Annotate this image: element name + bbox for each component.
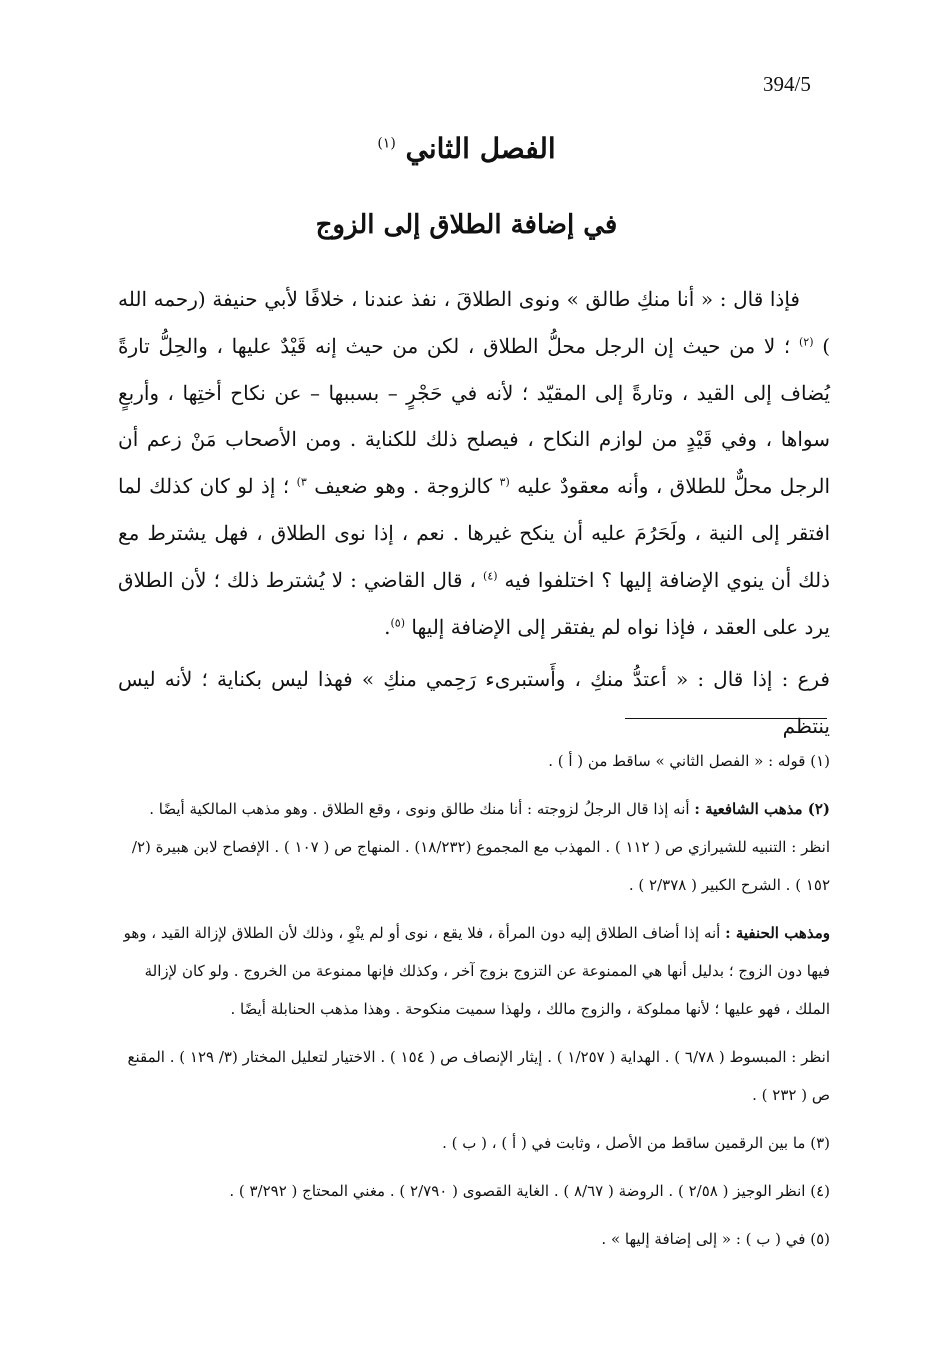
footnote-ref-4: (٤) — [483, 569, 498, 583]
section-title: في إضافة الطلاق إلى الزوج — [315, 210, 618, 240]
footnote-2-hanafi-text: أنه إذا أضاف الطلاق إليه دون المرأة ، فلا يقع ، نوى أو لم ينْوِ ، وذلك لأن الطلاق لإزالة القيد ، وهو فيها دون الزوج ؛ بدليل أنها هي الممنوعة عن التزوج بزوج آخر ، وكذلك فإنها ممنوعة من الخروج . ولو كان لإزالة الملك ، فهو عليها ؛ لأنها مملوكة ، والزوج مالك ، ولهذا سميت منكوحة . وهذا مذهب الحنابلة أيضًا . — [123, 924, 830, 1018]
footnote-2-hanafi-label: ومذهب الحنفية : — [725, 924, 830, 942]
footnote-4: (٤) انظر الوجيز ( ٢/٥٨ ) . الروضة ( ٨/٦٧ ) . الغاية القصوى ( ٢/٧٩٠ ) . مغني المحتاج ( ٣/٢٩٢ ) . — [229, 1182, 830, 1200]
text-run: . — [384, 614, 391, 639]
footnote-3: (٣) ما بين الرقمين ساقط من الأصل ، وثابت في ( أ ) ، ( ب ) . — [442, 1134, 830, 1152]
footnote-ref-5: (٥) — [390, 615, 405, 629]
footnote-2-hanafi-references: انظر : المبسوط ( ٦/٧٨ ) . الهداية ( ١/٢٥٧ ) . إيثار الإنصاف ص ( ١٥٤ ) . الاختيار لتعليل المختار (٣/ ١٢٩ ) . المقنع ص ( ٢٣٢ ) . — [127, 1048, 830, 1104]
text-run: كالزوجة . وهو ضعيف — [314, 474, 493, 499]
footnote-2 — [118, 790, 830, 828]
footnote-ref-2: (٢) — [798, 335, 814, 349]
footnote-separator — [625, 718, 827, 719]
text-run: فإذا قال : « أنا منكِ طالق » ونوى الطلاقَ ، نفذ عندنا ، خلافًا لأبي حنيفة (رحمه الله ) — [118, 287, 830, 358]
footnote-2-label: (٢) مذهب الشافعية : — [694, 800, 830, 818]
footnote-2-references: انظر : التنبيه للشيرازي ص ( ١١٢ ) . المهذب مع المجموع (١٨/٢٣٢) . المنهاج ص ( ١٠٧ ) . الإفصاح لابن هبيرة (٢/ ١٥٢ ) . الشرح الكبير ( ٢/٣٧٨ ) . — [131, 838, 830, 894]
page-number: 394/5 — [763, 72, 811, 96]
text-run: ، قال القاضي : لا يُشترط ذلك ؛ لأن الطلاق يرد على العقد ، فإذا نواه لم يفتقر إلى الإضافة إليها — [118, 567, 830, 639]
chapter-footnote-ref: (١) — [377, 135, 396, 152]
footnote-5: (٥) في ( ب ) : « إلى إضافة إليها » . — [601, 1230, 830, 1248]
text-run: ؛ إذ لو كان كذلك لما افتقر إلى النية ، ولَحَرُمَ عليه أن ينكح غيرها . نعم ، إذا نوى الطلاق ، فهل يشترط مع ذلك أن ينوي الإضافة إليها ؟ اختلفوا فيه — [118, 474, 831, 592]
text-run: ؛ لا من حيث إن الرجل محلُّ الطلاق ، لكن من حيث إنه قَيْدٌ عليها ، والحِلُّ تارةً يُضاف إلى القيد ، وتارةً إلى المقيّد ؛ لأنه في حَجْرٍ – بسببها – عن نكاح أختِها ، وأربعٍ سواها ، وفي قَيْدٍ من لوازم النكاح ، فيصلح ذلك للكناية . ومن الأصحاب مَنْ زعم أن الرجل محلٌّ للطلاق ، وأنه معقودٌ عليه — [118, 333, 830, 499]
paragraph-1 — [118, 276, 830, 650]
footnote-ref-3-close: ٣) — [296, 475, 307, 489]
footnote-ref-3-open: (٣ — [499, 475, 510, 489]
footnote-2-text: أنه إذا قال الرجلُ لزوجته : أنا منك طالق ونوى ، وقع الطلاق . وهو مذهب المالكية أيضًا . — [149, 800, 695, 818]
footnote-2-hanafi — [118, 914, 830, 1028]
main-text — [118, 276, 830, 750]
footnote-1: (١) قوله : « الفصل الثاني » ساقط من ( أ ) . — [548, 752, 830, 770]
chapter-title-text: الفصل الثاني — [405, 132, 556, 165]
paragraph-2: فرع : إذا قال : « أعتدُّ منكِ ، وأَستبرىء رَحِمي منكِ » فهذا ليس بكناية ؛ لأنه ليس ينتظم — [118, 667, 830, 739]
chapter-title — [0, 132, 933, 165]
footnotes — [118, 742, 830, 1258]
